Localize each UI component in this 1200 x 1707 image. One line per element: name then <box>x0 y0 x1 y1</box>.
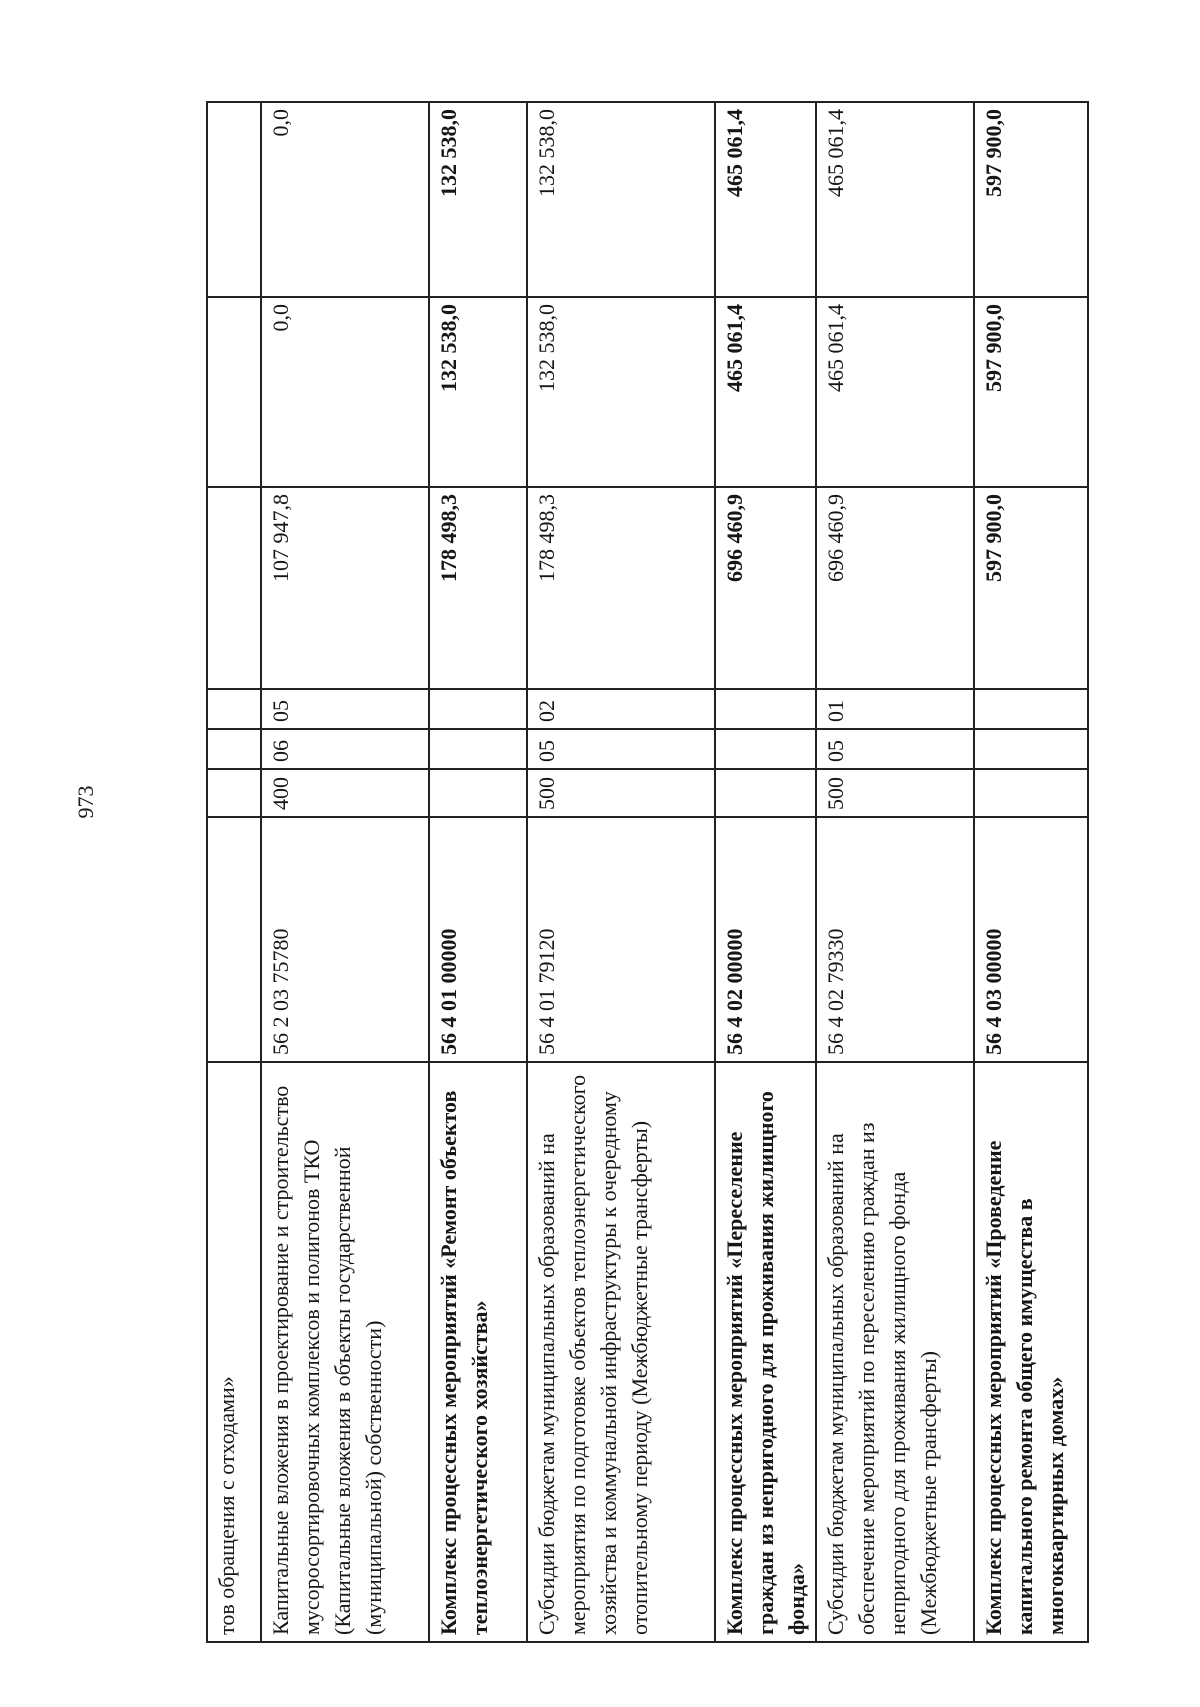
expense-type-cell: 500 <box>816 769 974 817</box>
budget-table-rotated <box>206 103 1086 1643</box>
subsection-cell <box>207 689 261 729</box>
amount-year-3-cell: 132 538,0 <box>527 102 715 297</box>
program-name-cell: Комплекс процессных мероприятий «Проведение капитального ремонта общего имущества в многоквартирных домах» <box>974 1062 1088 1642</box>
section-cell: 06 <box>261 729 429 769</box>
subsection-cell: 02 <box>527 689 715 729</box>
budget-table <box>206 101 1089 1643</box>
table-row <box>974 102 1088 1642</box>
table-row <box>715 102 816 1642</box>
table-row <box>429 102 527 1642</box>
expense-type-cell <box>429 769 527 817</box>
amount-year-2-cell: 0,0 <box>261 297 429 487</box>
amount-year-1-cell: 597 900,0 <box>974 487 1088 689</box>
target-code-cell <box>207 817 261 1062</box>
program-name-cell: Комплекс процессных мероприятий «Ремонт объектов теплоэнергетического хозяйства» <box>429 1062 527 1642</box>
subsection-cell: 05 <box>261 689 429 729</box>
expense-type-cell: 500 <box>527 769 715 817</box>
table-row <box>816 102 974 1642</box>
expense-type-cell <box>715 769 816 817</box>
table-row <box>207 102 261 1642</box>
target-code-cell: 56 4 02 00000 <box>715 817 816 1062</box>
expense-type-cell <box>207 769 261 817</box>
target-code-cell: 56 4 03 00000 <box>974 817 1088 1062</box>
subsection-cell <box>429 689 527 729</box>
amount-year-2-cell: 597 900,0 <box>974 297 1088 487</box>
expense-type-cell: 400 <box>261 769 429 817</box>
amount-year-2-cell: 465 061,4 <box>816 297 974 487</box>
program-name-cell: Субсидии бюджетам муниципальных образований на обеспечение мероприятий по переселению граждан из непригодного для проживания жилищного фонда (Межбюджетные трансферты) <box>816 1062 974 1642</box>
target-code-cell: 56 4 01 00000 <box>429 817 527 1062</box>
program-name-cell: Капитальные вложения в проектирование и строительство мусоросортировочных комплексов и полигонов ТКО (Капитальные вложения в объекты государственной (муниципальной) собственности) <box>261 1062 429 1642</box>
subsection-cell <box>974 689 1088 729</box>
amount-year-1-cell: 107 947,8 <box>261 487 429 689</box>
section-cell: 05 <box>527 729 715 769</box>
amount-year-3-cell <box>207 102 261 297</box>
amount-year-1-cell: 696 460,9 <box>816 487 974 689</box>
target-code-cell: 56 4 02 79330 <box>816 817 974 1062</box>
amount-year-3-cell: 0,0 <box>261 102 429 297</box>
section-cell <box>429 729 527 769</box>
section-cell: 05 <box>816 729 974 769</box>
section-cell <box>207 729 261 769</box>
subsection-cell: 01 <box>816 689 974 729</box>
table-body <box>207 102 1088 1642</box>
amount-year-2-cell: 132 538,0 <box>429 297 527 487</box>
amount-year-3-cell: 597 900,0 <box>974 102 1088 297</box>
amount-year-1-cell: 178 498,3 <box>429 487 527 689</box>
amount-year-2-cell <box>207 297 261 487</box>
amount-year-1-cell <box>207 487 261 689</box>
amount-year-1-cell: 696 460,9 <box>715 487 816 689</box>
amount-year-2-cell: 132 538,0 <box>527 297 715 487</box>
section-cell <box>974 729 1088 769</box>
section-cell <box>715 729 816 769</box>
table-row <box>527 102 715 1642</box>
table-row <box>261 102 429 1642</box>
subsection-cell <box>715 689 816 729</box>
amount-year-2-cell: 465 061,4 <box>715 297 816 487</box>
target-code-cell: 56 4 01 79120 <box>527 817 715 1062</box>
program-name-cell: Комплекс процессных мероприятий «Переселение граждан из непригодного для проживания жилищного фонда» <box>715 1062 816 1642</box>
program-name-cell: тов обращения с отходами» <box>207 1062 261 1642</box>
amount-year-3-cell: 132 538,0 <box>429 102 527 297</box>
program-name-cell: Субсидии бюджетам муниципальных образований на мероприятия по подготовке объектов теплоэнергетического хозяйства и коммунальной инфраструктуры к очередному отопительному периоду (Межбюджетные трансферты) <box>527 1062 715 1642</box>
target-code-cell: 56 2 03 75780 <box>261 817 429 1062</box>
page-number: 973 <box>73 785 98 819</box>
expense-type-cell <box>974 769 1088 817</box>
amount-year-3-cell: 465 061,4 <box>816 102 974 297</box>
amount-year-1-cell: 178 498,3 <box>527 487 715 689</box>
amount-year-3-cell: 465 061,4 <box>715 102 816 297</box>
